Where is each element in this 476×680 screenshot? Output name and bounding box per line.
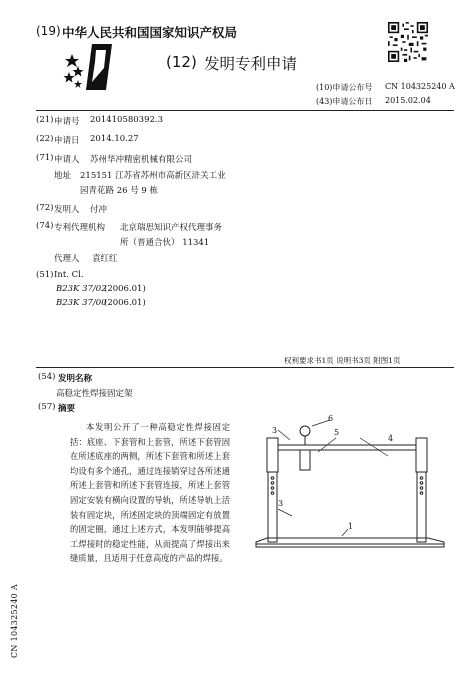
office-name: 中华人民共和国国家知识产权局 xyxy=(62,25,238,40)
abstract-line: 装有固定块，所述固定块的顶端固定有放置 xyxy=(70,509,230,520)
agent: 袁红红 xyxy=(92,254,118,264)
header-divider xyxy=(36,110,454,111)
figure-label-4: 4 xyxy=(388,434,394,443)
abstract-figure xyxy=(248,408,456,558)
abstract-line: 的固定圈，通过上述方式，本发明能够提高 xyxy=(70,524,230,535)
app-no-label: 申请号 xyxy=(54,117,80,127)
pub-no: CN 104325240 A xyxy=(385,82,455,91)
ipc2-class: B23K 37/00 xyxy=(56,298,107,308)
app-date-code: (22) xyxy=(36,134,54,144)
applicant-label: 申请人 xyxy=(54,155,80,165)
qr-code xyxy=(388,22,428,62)
abstract-line: 在所述底座的两侧，所述下套管和所述上套 xyxy=(70,451,230,462)
doc-type: 发明专利申请 xyxy=(204,55,298,73)
inventor-code: (72) xyxy=(36,203,54,213)
agency-line2: 所（普通合伙） 11341 xyxy=(120,238,210,248)
abstract-line: 括：底座、下套管和上套管，所述下套管固 xyxy=(70,436,230,447)
page-info: 权利要求书1页 说明书3页 附图1页 xyxy=(284,356,401,365)
ipc2-version: (2006.01) xyxy=(104,298,146,308)
abstract-line: 固定安装有横向设置的导轨，所述导轨上活 xyxy=(70,494,230,505)
title-label: 发明名称 xyxy=(58,374,93,384)
ipc-code: (51) xyxy=(36,270,54,280)
agency-line1: 北京瑞思知识产权代理事务 xyxy=(120,223,223,233)
address-line2: 园青花路 26 号 9 栋 xyxy=(80,186,159,196)
side-publication-number: CN 104325240 A xyxy=(10,584,19,658)
abstract-label: 摘要 xyxy=(58,404,76,414)
agent-label: 代理人 xyxy=(54,254,80,264)
title-code: (54) xyxy=(38,372,56,382)
ipc1-version: (2006.01) xyxy=(104,284,146,294)
figure-label-5: 5 xyxy=(334,428,340,437)
biblio-divider xyxy=(36,367,454,368)
ipc1-class: B23K 37/02 xyxy=(56,284,107,294)
inventor: 付冲 xyxy=(90,205,108,215)
abstract-text xyxy=(70,420,230,566)
abstract-code: (57) xyxy=(38,402,56,412)
figure-label-1: 1 xyxy=(348,522,354,531)
pub-no-label: (10)申请公布号 xyxy=(316,83,373,92)
address-label: 地址 xyxy=(54,171,72,181)
pub-date-label: (43)申请公布日 xyxy=(316,97,373,106)
invention-title: 高稳定性焊接固定架 xyxy=(56,389,133,399)
abstract-line: 所述上套管和所述下套管连接，所述上套管 xyxy=(70,480,230,491)
abstract-line: 工焊接时的稳定性能，从而提高了焊接出来 xyxy=(70,538,230,549)
applicant-code: (71) xyxy=(36,153,54,163)
figure-label-3b: 3 xyxy=(278,499,284,508)
app-date-label: 申请日 xyxy=(54,136,80,146)
app-date: 2014.10.27 xyxy=(90,134,139,144)
applicant: 苏州华冲精密机械有限公司 xyxy=(90,155,193,165)
figure-label-6: 6 xyxy=(328,414,334,423)
address-line1: 215151 江苏省苏州市高新区浒关工业 xyxy=(80,171,226,181)
app-no-code: (21) xyxy=(36,115,54,125)
pub-date: 2015.02.04 xyxy=(385,96,431,105)
doc-type-code: (12) xyxy=(166,53,197,71)
agency-label: 专利代理机构 xyxy=(54,223,106,233)
ipc-label: Int. Cl. xyxy=(54,270,84,280)
app-no: 201410580392.3 xyxy=(90,115,164,125)
abstract-line: 缝质量，且适用于任意高度的产品的焊接。 xyxy=(70,553,228,564)
abstract-line: 本发明公开了一种高稳定性焊接固定 xyxy=(86,422,230,432)
abstract-line: 均设有多个通孔，通过连接销穿过各所述通 xyxy=(70,465,230,476)
inventor-label: 发明人 xyxy=(54,205,80,215)
office-code: (19) xyxy=(36,24,61,38)
agency-code: (74) xyxy=(36,221,54,231)
office-emblem xyxy=(62,42,118,94)
figure-label-3: 3 xyxy=(272,426,278,435)
